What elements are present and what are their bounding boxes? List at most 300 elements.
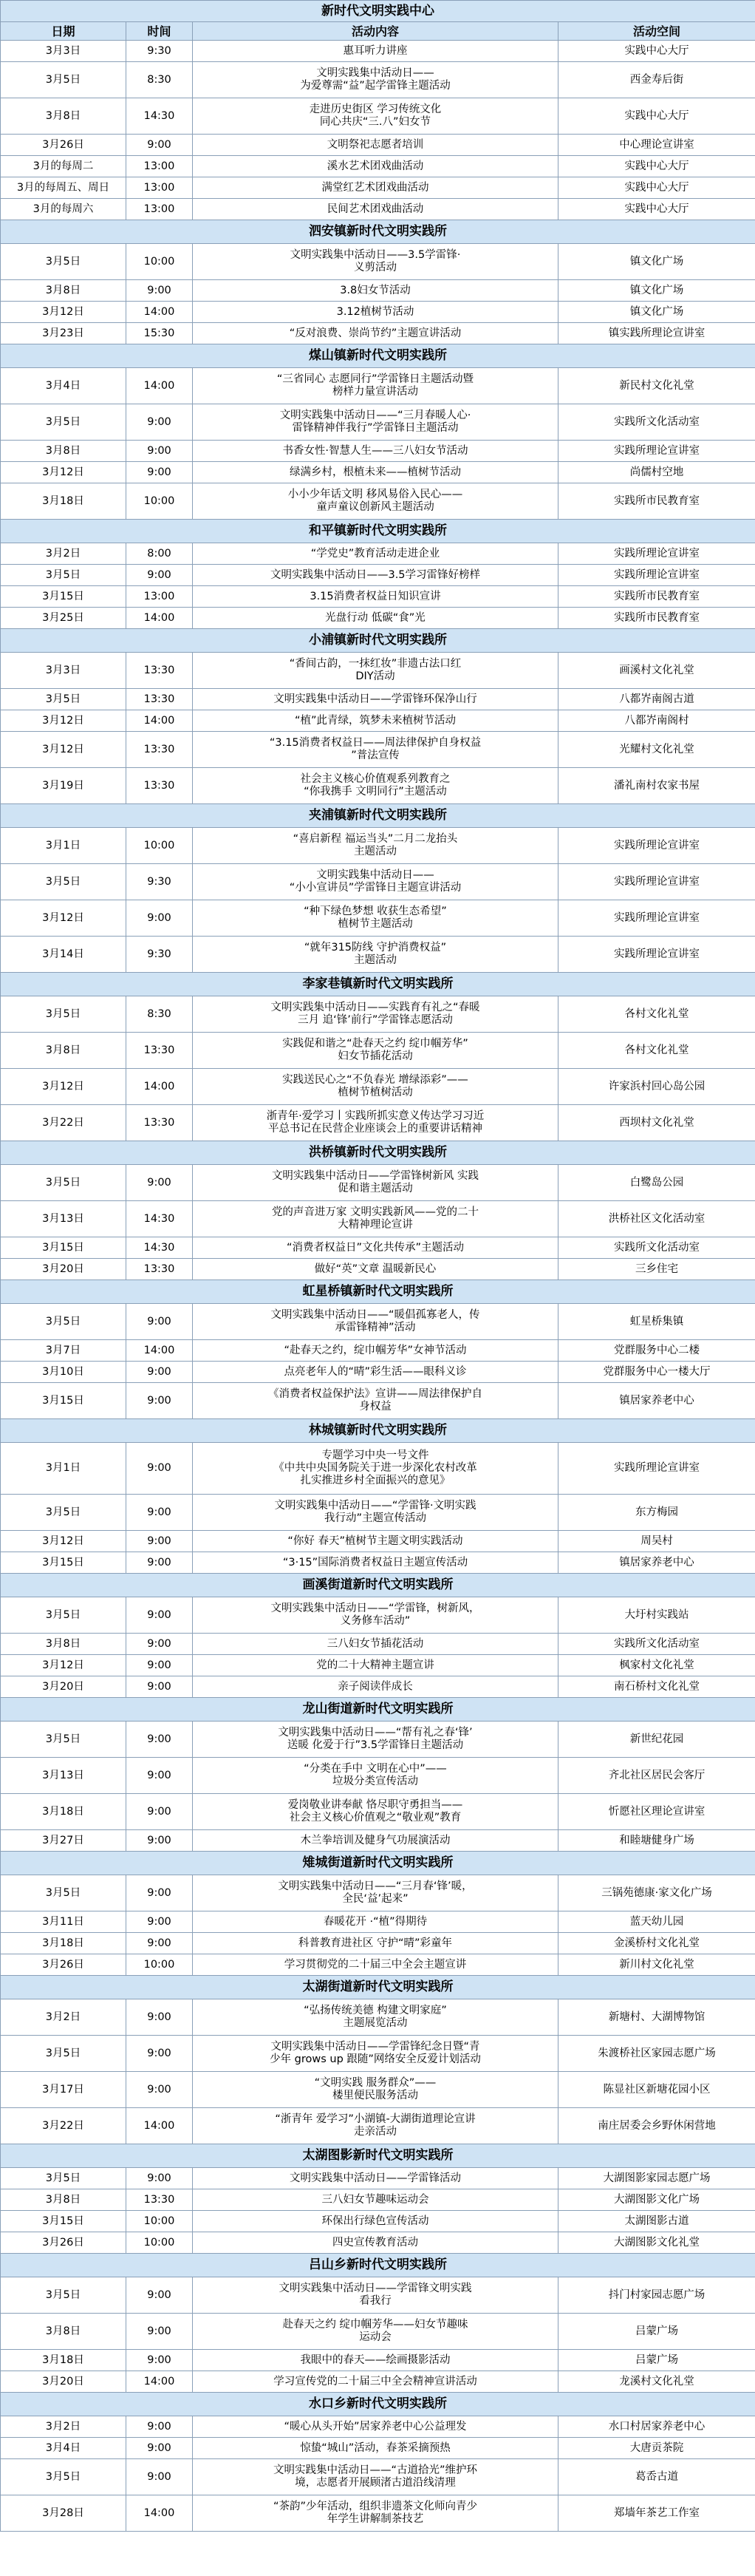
date-cell: 3月12日: [1, 710, 126, 732]
content-cell: [193, 1105, 558, 1141]
section-row: [1, 804, 755, 828]
date-cell: 3月26日: [1, 2232, 126, 2254]
date-cell: 3月26日: [1, 135, 126, 156]
time-cell: 9:00: [126, 280, 193, 302]
time-cell: 13:30: [126, 2189, 193, 2211]
date-cell: 3月11日: [1, 1911, 126, 1933]
table-row: [1, 1999, 755, 2036]
date-cell: 3月的每周五、周日: [1, 177, 126, 199]
date-cell: 3月12日: [1, 732, 126, 768]
content-cell: [193, 937, 558, 973]
place-cell: [558, 2371, 755, 2393]
time-cell: 9:00: [126, 1443, 193, 1495]
date-cell: 3月5日: [1, 2459, 126, 2495]
content-line: 3.12植树节活动: [336, 305, 414, 318]
time-cell: 9:00: [126, 1933, 193, 1954]
time-cell: 10:00: [126, 828, 193, 864]
table-row: [1, 368, 755, 404]
place-cell: [558, 1069, 755, 1105]
place-line: 中心理论宣讲室: [619, 138, 694, 151]
content-line: 垃圾分类宣传活动: [332, 1775, 418, 1787]
content-line: 扎实推进乡村全面振兴的意见》: [300, 1475, 451, 1486]
section-title: 林城镇新时代文明实践所: [1, 1419, 755, 1443]
table-row: [1, 1304, 755, 1340]
section-row: [1, 629, 755, 653]
content-cell: [193, 177, 558, 199]
date-cell: 3月5日: [1, 1597, 126, 1634]
table-row: [1, 280, 755, 302]
section-title: 泗安镇新时代文明实践所: [1, 220, 755, 244]
table-row: [1, 900, 755, 937]
date-cell: 3月2日: [1, 2416, 126, 2438]
content-line: 看我行: [359, 2295, 392, 2307]
content-line: “学党史”教育活动走进企业: [310, 547, 440, 560]
time-cell: 9:00: [126, 1597, 193, 1634]
content-line: 大精神理论宣讲: [338, 1219, 413, 1231]
place-cell: [558, 2072, 755, 2108]
table-row: [1, 768, 755, 804]
table-row: [1, 1201, 755, 1237]
content-line: 文明实践集中活动日——学雷锋活动: [290, 2172, 461, 2184]
date-cell: 3月15日: [1, 586, 126, 608]
content-line: 小小少年话文明 移风易俗入民心——: [287, 489, 463, 500]
content-line: 赴春天之约 绽巾帼芳华——妇女节趣味: [282, 2319, 468, 2331]
content-cell: [193, 135, 558, 156]
place-cell: [558, 864, 755, 900]
date-cell: 3月5日: [1, 864, 126, 900]
content-cell: [193, 768, 558, 804]
section-row: [1, 2393, 755, 2416]
place-cell: [558, 732, 755, 768]
content-line: 满堂红艺术团戏曲活动: [321, 181, 429, 194]
date-cell: 3月20日: [1, 1676, 126, 1698]
content-cell: [193, 441, 558, 462]
place-cell: [558, 828, 755, 864]
content-line: “反对浪费、崇尚节约”主题宣讲活动: [289, 327, 462, 339]
place-cell: [558, 441, 755, 462]
section-title: 煤山镇新时代文明实践所: [1, 344, 755, 368]
date-cell: 3月18日: [1, 1794, 126, 1830]
content-line: “小小宣讲员”学雷锋日主题宣讲活动: [289, 882, 462, 894]
time-cell: 9:00: [126, 1875, 193, 1911]
content-line: 实践促和谐之“赴春天之约 绽巾帼芳华”: [282, 1038, 468, 1050]
date-cell: 3月5日: [1, 2036, 126, 2072]
section-row: [1, 1852, 755, 1875]
date-cell: 3月1日: [1, 1443, 126, 1495]
date-cell: 3月22日: [1, 1105, 126, 1141]
time-cell: 14:30: [126, 98, 193, 135]
place-cell: [558, 2459, 755, 2495]
date-cell: 3月12日: [1, 302, 126, 323]
table-row: [1, 2211, 755, 2232]
place-cell: [558, 199, 755, 220]
content-line: 文明实践集中活动日——学雷锋树新风 实践: [271, 1170, 479, 1182]
place-line: 实践所市民教育室: [614, 590, 700, 602]
place-line: 抖门村家园志愿广场: [608, 2288, 706, 2301]
place-line: 实践中心大厅: [624, 109, 689, 122]
table-row: [1, 177, 755, 199]
content-cell: [193, 2189, 558, 2211]
content-line: 促和谐主题活动: [338, 1183, 413, 1194]
table-row: [1, 302, 755, 323]
content-line: 绿满乡村，根植未来——植树节活动: [290, 466, 461, 478]
place-cell: [558, 177, 755, 199]
time-cell: 13:30: [126, 1105, 193, 1141]
time-cell: 9:00: [126, 1830, 193, 1852]
place-line: 三锅苑德康·家文化广场: [601, 1886, 712, 1899]
content-cell: [193, 1552, 558, 1574]
place-cell: [558, 2314, 755, 2350]
table-row: [1, 483, 755, 520]
table-row: [1, 404, 755, 441]
content-cell: [193, 2277, 558, 2314]
date-cell: 3月5日: [1, 689, 126, 710]
date-cell: 3月5日: [1, 1304, 126, 1340]
table-row: [1, 2168, 755, 2189]
content-line: 文明实践集中活动日——: [316, 869, 434, 881]
content-cell: [193, 1954, 558, 1976]
time-cell: 14:30: [126, 1237, 193, 1259]
place-line: 镇文化广场: [629, 255, 684, 268]
section-row: [1, 1574, 755, 1597]
place-cell: [558, 62, 755, 98]
place-cell: [558, 2232, 755, 2254]
content-cell: [193, 1722, 558, 1758]
content-cell: [193, 2416, 558, 2438]
content-cell: [193, 653, 558, 689]
place-cell: [558, 2277, 755, 2314]
date-cell: 3月4日: [1, 368, 126, 404]
content-cell: [193, 1634, 558, 1655]
content-line: 植树节主题活动: [338, 918, 413, 930]
time-cell: 9:00: [126, 1999, 193, 2036]
place-line: 各村文化礼堂: [624, 1044, 689, 1056]
content-cell: [193, 996, 558, 1033]
time-cell: 9:00: [126, 2277, 193, 2314]
date-cell: 3月25日: [1, 608, 126, 629]
place-cell: [558, 2189, 755, 2211]
content-line: 党的声音进万家 文明实践新风——党的二十: [271, 1206, 479, 1218]
place-cell: [558, 2168, 755, 2189]
time-cell: 13:30: [126, 1033, 193, 1069]
content-line: 文明祭祀志愿者培训: [327, 138, 424, 151]
content-cell: [193, 2232, 558, 2254]
content-line: 爱岗敬业讲奉献 恪尽职守勇担当——: [287, 1799, 463, 1811]
time-cell: 9:00: [126, 1722, 193, 1758]
time-cell: 14:00: [126, 368, 193, 404]
content-line: “弘扬传统美德 构建文明家庭”: [304, 2005, 447, 2016]
content-cell: [193, 1999, 558, 2036]
place-line: 西坝村文化礼堂: [619, 1116, 694, 1129]
content-line: “文明实践 服务群众”——: [314, 2077, 437, 2089]
place-line: 实践所市民教育室: [614, 611, 700, 624]
place-cell: [558, 543, 755, 565]
content-line: 科普教育进社区 守护“晴”彩童年: [298, 1937, 453, 1949]
section-row: [1, 520, 755, 543]
place-cell: [558, 2495, 755, 2532]
date-cell: 3月12日: [1, 1531, 126, 1552]
place-line: 和睦塘健身广场: [619, 1834, 694, 1846]
place-cell: [558, 462, 755, 483]
date-cell: 3月8日: [1, 98, 126, 135]
place-line: 实践中心大厅: [624, 181, 689, 194]
table-row: [1, 1531, 755, 1552]
table-row: [1, 1552, 755, 1574]
content-cell: [193, 62, 558, 98]
title-row: [1, 1, 755, 22]
content-cell: [193, 1165, 558, 1201]
content-cell: [193, 608, 558, 629]
place-cell: [558, 2416, 755, 2438]
place-line: 大湖图影文化礼堂: [614, 2236, 700, 2249]
content-line: 文明实践集中活动日——“暖倡孤寡老人，传: [270, 1309, 480, 1321]
content-line: “暖心从头开始”居家养老中心公益理发: [284, 2420, 467, 2433]
content-line: “就年315防线 守护消费权益”: [304, 942, 447, 954]
content-cell: [193, 1655, 558, 1676]
content-line: 3.15消费者权益日知识宣讲: [310, 590, 441, 602]
content-line: 主题展览活动: [343, 2017, 408, 2029]
table-row: [1, 323, 755, 344]
content-line: “你我携手 文明同行”主题活动: [304, 786, 447, 798]
time-cell: 9:30: [126, 41, 193, 62]
place-line: 白鹭岛公园: [629, 1176, 684, 1189]
content-cell: [193, 1676, 558, 1698]
content-line: “香间古韵，一抹红妆”非遗古法口红: [289, 658, 462, 670]
content-cell: [193, 2495, 558, 2532]
place-line: 实践所理论宣讲室: [614, 444, 700, 457]
date-cell: 3月2日: [1, 1999, 126, 2036]
place-line: 虹星桥集镇: [629, 1315, 684, 1328]
content-line: 平总书记在民营企业座谈会上的重要讲话精神: [268, 1123, 482, 1135]
place-cell: [558, 41, 755, 62]
place-line: 许家浜村回心岛公园: [608, 1080, 706, 1092]
table-row: [1, 1237, 755, 1259]
place-cell: [558, 1676, 755, 1698]
table-row: [1, 1033, 755, 1069]
content-line: 主题活动: [354, 954, 397, 966]
content-line: 三月 追‘锋’前行”学雷锋志愿活动: [298, 1014, 453, 1026]
header-content: 活动内容: [193, 22, 558, 41]
place-line: 东方梅园: [635, 1506, 678, 1518]
content-cell: [193, 199, 558, 220]
table-row: [1, 2416, 755, 2438]
section-title: 水口乡新时代文明实践所: [1, 2393, 755, 2416]
content-cell: [193, 462, 558, 483]
content-line: 惠耳听力讲座: [343, 44, 408, 57]
date-cell: 3月20日: [1, 2371, 126, 2393]
content-cell: [193, 368, 558, 404]
section-row: [1, 220, 755, 244]
table-row: [1, 828, 755, 864]
place-line: 党群服务中心二楼: [614, 1344, 700, 1356]
content-cell: [193, 2036, 558, 2072]
place-line: 尚儒村空地: [629, 466, 684, 478]
time-cell: 10:00: [126, 244, 193, 280]
place-cell: [558, 2036, 755, 2072]
header-date: 日期: [1, 22, 126, 41]
table-row: [1, 2232, 755, 2254]
content-cell: [193, 2072, 558, 2108]
content-line: 文明实践集中活动日——3.5学雷锋·: [290, 249, 461, 261]
table-row: [1, 864, 755, 900]
date-cell: 3月20日: [1, 1259, 126, 1280]
table-row: [1, 462, 755, 483]
time-cell: 9:00: [126, 2168, 193, 2189]
place-cell: [558, 689, 755, 710]
content-cell: [193, 2314, 558, 2350]
content-line: 文明实践集中活动日——3.5学习雷锋好榜样: [270, 568, 481, 581]
place-line: 镇文化广场: [629, 305, 684, 318]
content-cell: [193, 864, 558, 900]
date-cell: 3月5日: [1, 996, 126, 1033]
content-line: “3.15消费者权益日——周法律保护自身权益: [269, 737, 482, 749]
content-cell: [193, 710, 558, 732]
date-cell: 3月18日: [1, 483, 126, 520]
content-cell: [193, 244, 558, 280]
place-line: 光耀村文化礼堂: [619, 743, 694, 755]
place-cell: [558, 368, 755, 404]
content-line: 书香女性·智慧人生——三八妇女节活动: [282, 444, 468, 457]
content-line: 光盘行动 低碳“食”光: [325, 611, 426, 624]
section-row: [1, 1280, 755, 1304]
place-cell: [558, 1634, 755, 1655]
time-cell: 14:00: [126, 302, 193, 323]
place-line: 新川村文化礼堂: [619, 1958, 694, 1971]
place-line: 三乡住宅: [635, 1262, 678, 1275]
place-line: 西金寿后街: [629, 73, 684, 86]
content-line: DIY活动: [355, 670, 395, 682]
date-cell: 3月5日: [1, 62, 126, 98]
place-line: 新世纪花园: [629, 1733, 684, 1745]
place-cell: [558, 302, 755, 323]
time-cell: 9:00: [126, 2438, 193, 2459]
section-row: [1, 1419, 755, 1443]
place-line: 吕蒙广场: [635, 2325, 678, 2337]
date-cell: 3月17日: [1, 2072, 126, 2108]
place-line: 周吴村: [640, 1535, 673, 1547]
content-line: 做好“英”文章 温暖新民心: [314, 1262, 437, 1275]
table-row: [1, 1597, 755, 1634]
date-cell: 3月26日: [1, 1954, 126, 1976]
content-line: 民间艺术团戏曲活动: [327, 203, 424, 215]
date-cell: 3月2日: [1, 543, 126, 565]
content-line: 三八妇女节趣味运动会: [321, 2193, 429, 2206]
content-line: 党的二十大精神主题宣讲: [316, 1659, 434, 1671]
time-cell: 9:00: [126, 2459, 193, 2495]
content-line: 送暖 化爱于行”3.5学雷锋日主题活动: [287, 1739, 464, 1751]
date-cell: 3月14日: [1, 937, 126, 973]
content-line: 妇女节插花活动: [338, 1050, 413, 1062]
content-line: 承雷锋精神”活动: [335, 1322, 416, 1333]
time-cell: 9:00: [126, 1362, 193, 1383]
content-cell: [193, 280, 558, 302]
table-row: [1, 135, 755, 156]
place-line: 蓝天幼儿园: [629, 1915, 684, 1928]
time-cell: 9:00: [126, 135, 193, 156]
date-cell: 3月13日: [1, 1758, 126, 1794]
date-cell: 3月5日: [1, 404, 126, 441]
header-place: 活动空间: [558, 22, 755, 41]
table-row: [1, 2277, 755, 2314]
time-cell: 9:00: [126, 1165, 193, 1201]
content-line: 三八妇女节插花活动: [327, 1637, 424, 1650]
place-line: 实践所文化活动室: [614, 415, 700, 428]
table-row: [1, 1443, 755, 1495]
section-title: 雉城街道新时代文明实践所: [1, 1852, 755, 1875]
place-line: 南石桥村文化礼堂: [614, 1680, 700, 1693]
table-row: [1, 1259, 755, 1280]
content-line: 春暖花开 ·“植”得期待: [323, 1915, 428, 1928]
place-line: 实践所文化活动室: [614, 1637, 700, 1650]
time-cell: 13:30: [126, 689, 193, 710]
time-cell: 13:30: [126, 768, 193, 804]
content-cell: [193, 1304, 558, 1340]
content-line: 《消费者权益保护法》宣讲——周法律保护自: [268, 1388, 482, 1400]
time-cell: 15:30: [126, 323, 193, 344]
content-line: “种下绿色梦想 收获生态希望”: [304, 905, 447, 917]
place-cell: [558, 2438, 755, 2459]
time-cell: 9:00: [126, 1758, 193, 1794]
place-line: 大圩村实践站: [624, 1608, 689, 1621]
date-cell: 3月12日: [1, 1655, 126, 1676]
content-cell: [193, 1383, 558, 1419]
date-cell: 3月5日: [1, 565, 126, 586]
content-cell: [193, 1201, 558, 1237]
place-line: 实践所市民教育室: [614, 495, 700, 507]
content-cell: [193, 1069, 558, 1105]
place-cell: [558, 768, 755, 804]
content-line: 社会主义核心价值观系列教育之: [300, 773, 451, 785]
place-cell: [558, 653, 755, 689]
date-cell: 3月8日: [1, 1033, 126, 1069]
table-row: [1, 565, 755, 586]
content-line: 文明实践集中活动日——实践育有礼之“春暖: [270, 1002, 480, 1013]
content-line: 运动会: [359, 2331, 392, 2343]
content-line: “植”此青绿，筑梦未来植树节活动: [294, 714, 457, 727]
table-row: [1, 1830, 755, 1852]
time-cell: 13:00: [126, 156, 193, 177]
content-line: 文明实践集中活动日——“三月春暖人心·: [279, 409, 471, 421]
content-cell: [193, 1495, 558, 1531]
time-cell: 9:00: [126, 1552, 193, 1574]
content-cell: [193, 2438, 558, 2459]
place-cell: [558, 586, 755, 608]
content-line: 义务修车活动”: [340, 1615, 411, 1627]
table-row: [1, 2072, 755, 2108]
content-cell: [193, 828, 558, 864]
time-cell: 13:30: [126, 653, 193, 689]
content-line: 学习贯彻党的二十届三中全会主题宣讲: [284, 1958, 467, 1971]
place-cell: [558, 135, 755, 156]
content-line: 文明实践集中活动日——“帮有礼之春‘锋’: [278, 1727, 473, 1739]
place-line: 大湖图影家园志愿广场: [603, 2172, 711, 2184]
table-row: [1, 1105, 755, 1141]
content-cell: [193, 2350, 558, 2371]
table-row: [1, 2314, 755, 2350]
date-cell: 3月8日: [1, 2189, 126, 2211]
place-line: 葛岙古道: [635, 2470, 678, 2483]
header-row: [1, 22, 755, 41]
place-line: 大湖图影文化广场: [614, 2193, 700, 2206]
table-row: [1, 1634, 755, 1655]
table-row: [1, 62, 755, 98]
section-title: 虹星桥镇新时代文明实践所: [1, 1280, 755, 1304]
content-line: 楼里便民服务活动: [332, 2090, 418, 2101]
place-cell: [558, 1443, 755, 1495]
date-cell: 3月5日: [1, 1495, 126, 1531]
place-line: 金溪桥村文化礼堂: [614, 1937, 700, 1949]
table-row: [1, 1794, 755, 1830]
